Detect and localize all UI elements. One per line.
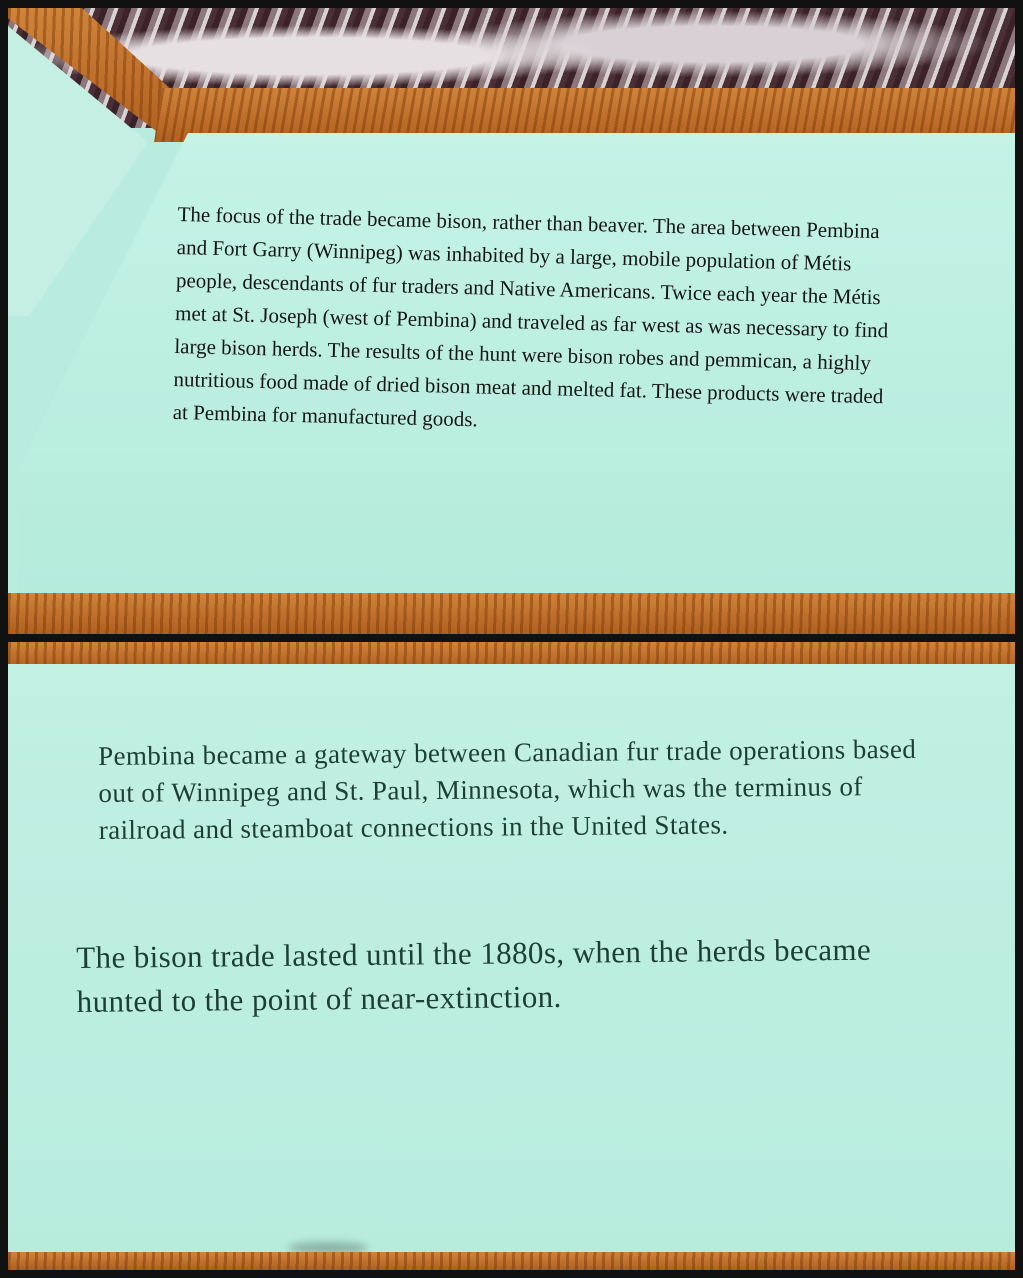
top-panel-paragraph: The focus of the trade became bison, rather than beaver. The area between Pembina and Fort Garry (Winnipeg) was inhabited by a large, mobile population of Métis people, descendants of fur traders and Native Americans. Twice each year the Métis met at St. Joseph (west of Pembina) and traveled as far west as was necessary to find large bison herds. The results of the hunt were bison robes and pemmican, a highly nutritious food made of dried bison meat and melted fat. These products were traded at Pembina for manufactured goods. <box>172 201 889 432</box>
frame-bottom-rail <box>8 593 1015 634</box>
bottom-panel-paragraph-2: The bison trade lasted until the 1880s, when the herds became hunted to the point of near-extinction. <box>76 931 872 1019</box>
bottom-panel-paragraph-1: Pembina became a gateway between Canadian fur trade operations based out of Winnipeg and St. Paul, Minnesota, which was the terminus of railroad and steamboat connections in the United States. <box>98 733 917 845</box>
bottom-photo <box>8 642 1015 1270</box>
frame-lower-rail <box>8 1252 1015 1270</box>
top-photo <box>8 8 1015 634</box>
